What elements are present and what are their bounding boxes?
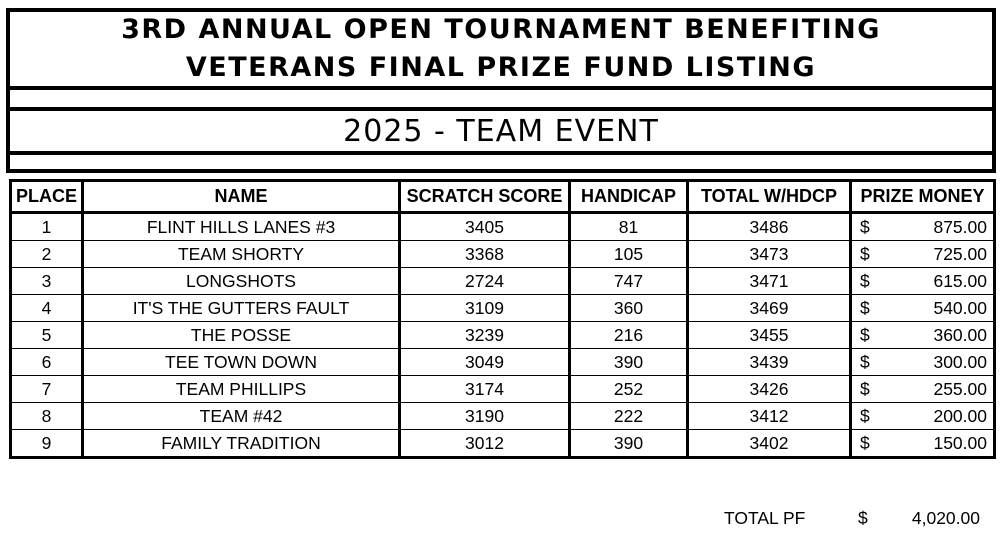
table-row [11, 430, 995, 458]
title-box [6, 8, 996, 90]
prize-amount: 200.00 [933, 405, 987, 426]
cell-place: 8 [11, 403, 83, 430]
cell-prize-money [851, 376, 995, 403]
prize-amount: 540.00 [933, 297, 987, 318]
cell-total-hdcp: 3412 [688, 403, 851, 430]
column-header-total-hdcp: TOTAL W/HDCP [688, 181, 851, 213]
cell-name: THE POSSE [83, 322, 400, 349]
cell-name: FLINT HILLS LANES #3 [83, 213, 400, 241]
cell-place: 9 [11, 430, 83, 458]
cell-scratch-score: 3368 [400, 241, 570, 268]
prize-amount: 725.00 [933, 243, 987, 264]
table-row [11, 322, 995, 349]
cell-handicap: 252 [570, 376, 688, 403]
cell-name: TEAM SHORTY [83, 241, 400, 268]
header-row [11, 181, 995, 213]
title-line-1: 3RD ANNUAL OPEN TOURNAMENT BENEFITING [121, 14, 881, 45]
divider-band [6, 90, 996, 111]
currency-symbol: $ [860, 216, 870, 237]
divider-band [6, 155, 996, 173]
cell-prize-money [851, 349, 995, 376]
cell-place: 1 [11, 213, 83, 241]
cell-place: 3 [11, 268, 83, 295]
cell-place: 2 [11, 241, 83, 268]
currency-symbol: $ [860, 243, 870, 264]
cell-handicap: 747 [570, 268, 688, 295]
prize-amount: 255.00 [933, 378, 987, 399]
cell-scratch-score: 3405 [400, 213, 570, 241]
table-row [11, 268, 995, 295]
table-row [11, 349, 995, 376]
cell-scratch-score: 2724 [400, 268, 570, 295]
currency-symbol: $ [860, 270, 870, 291]
cell-place: 4 [11, 295, 83, 322]
cell-total-hdcp: 3469 [688, 295, 851, 322]
cell-handicap: 390 [570, 430, 688, 458]
cell-prize-money [851, 403, 995, 430]
cell-scratch-score: 3190 [400, 403, 570, 430]
cell-scratch-score: 3109 [400, 295, 570, 322]
table-row [11, 295, 995, 322]
cell-total-hdcp: 3402 [688, 430, 851, 458]
cell-total-hdcp: 3473 [688, 241, 851, 268]
table-row [11, 241, 995, 268]
total-pf-currency: $ [858, 508, 868, 528]
column-header-place: PLACE [11, 181, 83, 213]
cell-total-hdcp: 3426 [688, 376, 851, 403]
table-row [11, 213, 995, 241]
cell-prize-money [851, 295, 995, 322]
cell-total-hdcp: 3455 [688, 322, 851, 349]
currency-symbol: $ [860, 378, 870, 399]
column-header-scratch-score: SCRATCH SCORE [400, 181, 570, 213]
column-header-prize-money: PRIZE MONEY [851, 181, 995, 213]
cell-scratch-score: 3049 [400, 349, 570, 376]
cell-name: LONGSHOTS [83, 268, 400, 295]
event-title: 2025 - TEAM EVENT [6, 111, 996, 155]
cell-scratch-score: 3174 [400, 376, 570, 403]
cell-prize-money [851, 430, 995, 458]
cell-prize-money [851, 322, 995, 349]
cell-handicap: 360 [570, 295, 688, 322]
cell-prize-money [851, 213, 995, 241]
total-prize-fund [0, 508, 1000, 532]
table-row [11, 376, 995, 403]
cell-name: TEAM PHILLIPS [83, 376, 400, 403]
currency-symbol: $ [860, 297, 870, 318]
cell-handicap: 81 [570, 213, 688, 241]
cell-scratch-score: 3012 [400, 430, 570, 458]
prize-amount: 150.00 [933, 432, 987, 453]
cell-prize-money [851, 268, 995, 295]
cell-place: 6 [11, 349, 83, 376]
prize-fund-sheet [6, 8, 996, 459]
cell-scratch-score: 3239 [400, 322, 570, 349]
cell-handicap: 105 [570, 241, 688, 268]
table-row [11, 403, 995, 430]
prize-amount: 615.00 [933, 270, 987, 291]
currency-symbol: $ [860, 324, 870, 345]
cell-handicap: 216 [570, 322, 688, 349]
prize-amount: 300.00 [933, 351, 987, 372]
cell-handicap: 222 [570, 403, 688, 430]
cell-name: IT'S THE GUTTERS FAULT [83, 295, 400, 322]
cell-prize-money [851, 241, 995, 268]
cell-name: FAMILY TRADITION [83, 430, 400, 458]
cell-total-hdcp: 3486 [688, 213, 851, 241]
currency-symbol: $ [860, 405, 870, 426]
cell-place: 7 [11, 376, 83, 403]
prize-amount: 875.00 [933, 216, 987, 237]
cell-handicap: 390 [570, 349, 688, 376]
results-table [9, 179, 996, 459]
cell-total-hdcp: 3471 [688, 268, 851, 295]
cell-name: TEE TOWN DOWN [83, 349, 400, 376]
currency-symbol: $ [860, 351, 870, 372]
column-header-handicap: HANDICAP [570, 181, 688, 213]
cell-name: TEAM #42 [83, 403, 400, 430]
total-pf-amount: 4,020.00 [911, 508, 980, 528]
title-line-2: VETERANS FINAL PRIZE FUND LISTING [185, 52, 817, 83]
cell-place: 5 [11, 322, 83, 349]
cell-total-hdcp: 3439 [688, 349, 851, 376]
prize-amount: 360.00 [933, 324, 987, 345]
currency-symbol: $ [860, 432, 870, 453]
total-pf-label: TOTAL PF [724, 508, 806, 528]
column-header-name: NAME [83, 181, 400, 213]
